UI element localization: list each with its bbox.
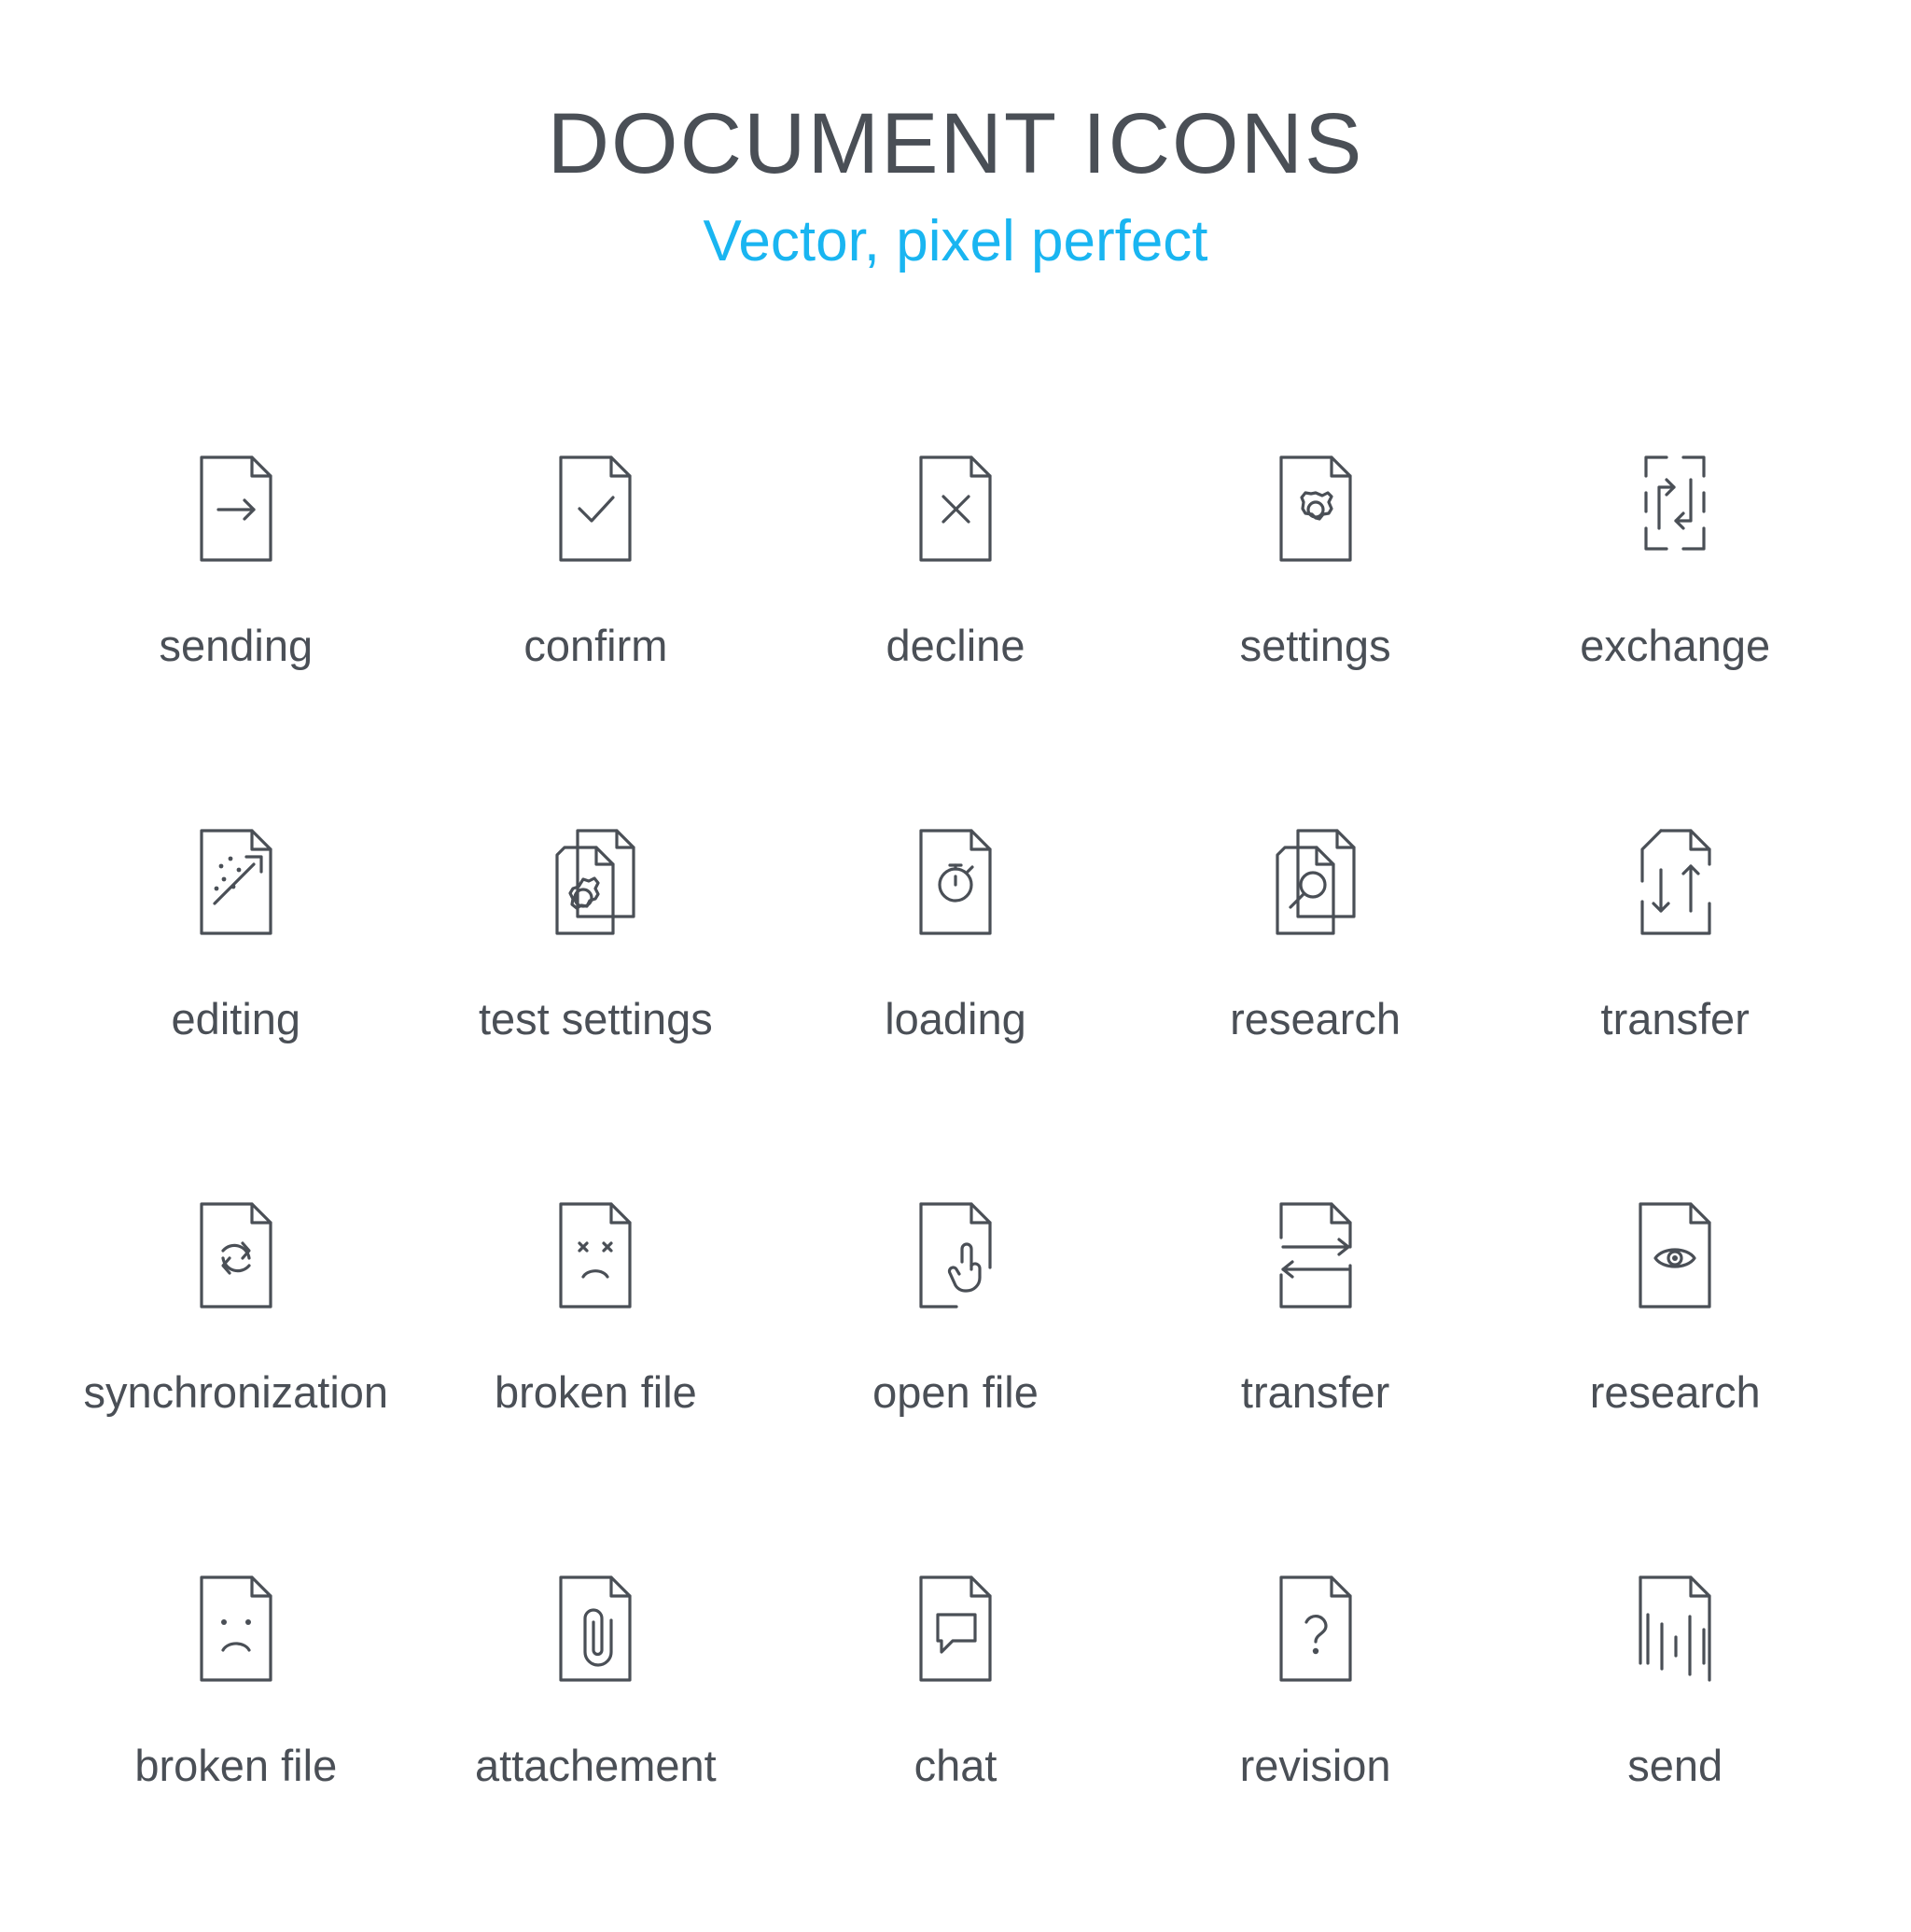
document-eye-icon [1605,1185,1745,1325]
icon-label: loading [885,994,1026,1043]
icon-label: open file [872,1367,1039,1417]
document-stopwatch-icon [886,812,1025,952]
document-speech-bubble-icon [886,1559,1025,1699]
icon-label: exchange [1580,621,1771,670]
icon-cell-test-settings[interactable] [416,812,776,1185]
icon-cell-attachement[interactable] [416,1559,776,1932]
icon-label: editing [171,994,301,1043]
document-motion-lines-icon [1605,1559,1745,1699]
icon-cell-research-eye[interactable] [1495,1185,1855,1559]
icon-label: revision [1239,1741,1391,1790]
document-exchange-arrows-icon [1605,439,1745,579]
icon-cell-send[interactable] [1495,1559,1855,1932]
icon-grid [56,439,1855,1932]
icon-cell-broken-file-sad[interactable] [56,1559,416,1932]
icon-label: attachement [475,1741,717,1790]
document-question-mark-icon [1246,1559,1386,1699]
icon-cell-sending[interactable] [56,439,416,812]
document-cross-icon [886,439,1025,579]
icon-label: chat [914,1741,997,1790]
icon-label: broken file [494,1367,697,1417]
icon-label: transfer [1240,1367,1390,1417]
document-arrow-right-icon [166,439,306,579]
icon-cell-confirm[interactable] [416,439,776,812]
icon-label: settings [1239,621,1391,670]
page-subtitle: Vector, pixel perfect [703,209,1208,273]
document-left-right-arrows-icon [1246,1185,1386,1325]
icon-cell-research-documents[interactable] [1136,812,1496,1185]
icon-label: synchronization [83,1367,389,1417]
icon-label: research [1589,1367,1761,1417]
icon-label: research [1230,994,1402,1043]
document-sync-icon [166,1185,306,1325]
document-hand-pointer-icon [886,1185,1025,1325]
icon-label: broken file [134,1741,338,1790]
icon-cell-revision[interactable] [1136,1559,1496,1932]
icon-cell-transfer-updown[interactable] [1495,812,1855,1185]
document-gear-icon [1246,439,1386,579]
icon-cell-settings[interactable] [1136,439,1496,812]
document-paperclip-icon [525,1559,665,1699]
documents-gear-icon [525,812,665,952]
document-check-icon [525,439,665,579]
icon-cell-chat[interactable] [775,1559,1136,1932]
document-dead-face-icon [525,1185,665,1325]
icon-cell-transfer-leftright[interactable] [1136,1185,1496,1559]
page-header [0,0,1911,271]
icon-label: decline [886,621,1025,670]
icon-cell-open-file[interactable] [775,1185,1136,1559]
icon-cell-broken-file-dead[interactable] [416,1185,776,1559]
icon-cell-decline[interactable] [775,439,1136,812]
page-title: DOCUMENT ICONS [547,96,1364,191]
icon-cell-synchronization[interactable] [56,1185,416,1559]
icon-label: send [1627,1741,1723,1790]
icon-label: test settings [478,994,713,1043]
documents-magnifier-icon [1246,812,1386,952]
icon-cell-loading[interactable] [775,812,1136,1185]
icon-label: transfer [1600,994,1750,1043]
icon-label: confirm [523,621,668,670]
document-magic-wand-icon [166,812,306,952]
icon-cell-exchange[interactable] [1495,439,1855,812]
icon-cell-editing[interactable] [56,812,416,1185]
document-up-down-arrows-icon [1605,812,1745,952]
document-sad-face-icon [166,1559,306,1699]
icon-label: sending [159,621,314,670]
